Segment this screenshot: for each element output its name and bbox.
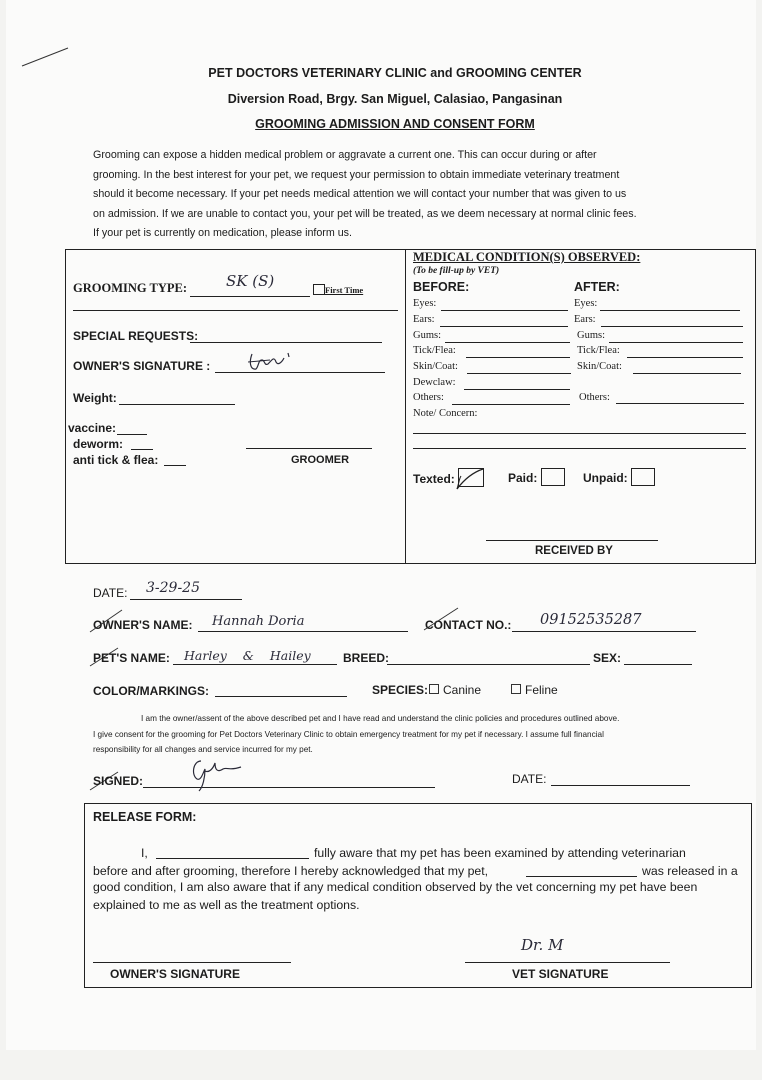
- release-i: I,: [141, 846, 148, 860]
- release-title: RELEASE FORM:: [93, 810, 197, 824]
- owner-name-value[interactable]: Hannah Doria: [212, 614, 305, 629]
- consent-date-line: [551, 785, 690, 786]
- after-tickflea-label: Tick/Flea:: [577, 345, 620, 356]
- grooming-type-extra-line: [73, 310, 398, 311]
- release-owner-signature-label: OWNER'S SIGNATURE: [110, 967, 240, 981]
- pet-name-value[interactable]: Harley & Hailey: [184, 648, 311, 663]
- after-label: AFTER:: [574, 280, 620, 294]
- owner-name-line: [198, 631, 408, 632]
- before-skincoat-label: Skin/Coat:: [413, 361, 458, 372]
- breed-label: BREED:: [343, 651, 390, 665]
- consent-line-3: responsibility for all changes and service incurred for my pet.: [93, 745, 313, 754]
- deworm-line: [131, 449, 153, 450]
- vet-signature-value: Dr. M: [521, 936, 564, 954]
- vaccine-line: [117, 434, 147, 435]
- breed-line: [387, 664, 590, 665]
- vaccine-label: vaccine:: [68, 421, 117, 435]
- owner-signature-release-line: [93, 962, 291, 963]
- signed-label: SIGNED:: [93, 774, 144, 788]
- intro-line-3: should it become necessary. If your pet needs medical attention we will contact your number that was given to us: [93, 188, 627, 200]
- paid-label: Paid:: [508, 471, 538, 485]
- before-others-label: Others:: [413, 392, 444, 403]
- before-dewclaw-label: Dewclaw:: [413, 377, 456, 388]
- feline-checkbox[interactable]: [511, 684, 521, 694]
- before-ears-line: [440, 326, 568, 327]
- sex-line: [624, 664, 692, 665]
- owner-signature-label: OWNER'S SIGNATURE :: [73, 359, 211, 373]
- before-ears-label: Ears:: [413, 314, 435, 325]
- note-concern-label: Note/ Concern:: [413, 408, 478, 419]
- deworm-label: deworm:: [73, 437, 124, 451]
- received-by-line: [486, 540, 658, 541]
- date-line: [130, 599, 242, 600]
- first-time-checkbox[interactable]: [313, 284, 325, 295]
- date-value[interactable]: 3-29-25: [146, 580, 200, 596]
- owner-signature-line: [215, 372, 385, 373]
- first-time-checkbox-group[interactable]: [313, 284, 363, 295]
- before-skincoat-line: [467, 373, 571, 374]
- color-markings-label: COLOR/MARKINGS:: [93, 684, 209, 698]
- release-line4: explained to me as well as the treatment options.: [93, 898, 360, 912]
- after-skincoat-line: [633, 373, 741, 374]
- canine-option[interactable]: [429, 683, 481, 697]
- pet-name-line: [173, 664, 337, 665]
- release-line3: good condition, I am also aware that if any medical condition observed by the vet concerning my pet have been: [93, 880, 698, 894]
- after-gums-label: Gums:: [577, 330, 606, 341]
- contact-label: CONTACT NO.:: [425, 618, 512, 632]
- after-others-line: [616, 403, 744, 404]
- release-line2-a: before and after grooming, therefore I hereby acknowledged that my pet,: [93, 864, 489, 878]
- species-label: SPECIES:: [372, 683, 429, 697]
- release-form-box: [84, 803, 752, 988]
- before-gums-line: [445, 342, 570, 343]
- after-ears-line: [601, 326, 743, 327]
- note-line-2: [413, 448, 746, 449]
- intro-line-4: on admission. If we are unable to contact you, your pet will be treated, as we deem necessary at normal clinic fees.: [93, 207, 637, 220]
- unpaid-checkbox[interactable]: [631, 468, 655, 486]
- special-requests-line: [190, 342, 382, 343]
- contact-line: [512, 631, 696, 632]
- medical-title: MEDICAL CONDITION(S) OBSERVED:: [413, 250, 641, 264]
- release-name-line: [156, 858, 309, 859]
- intro-line-2: grooming. In the best interest for your pet, we request your permission to obtain immediate veterinary treatment: [93, 168, 620, 181]
- owner-signature-scribble: [246, 348, 296, 374]
- vet-signature-label: VET SIGNATURE: [512, 967, 609, 981]
- after-eyes-line: [600, 310, 740, 311]
- weight-line: [119, 404, 235, 405]
- date-label: DATE:: [93, 586, 128, 600]
- after-others-label: Others:: [579, 392, 610, 403]
- consent-date-label: DATE:: [512, 772, 547, 786]
- check-mark-icon: [453, 467, 487, 491]
- grooming-type-label: GROOMING TYPE:: [73, 281, 188, 295]
- before-others-line: [452, 404, 570, 405]
- groomer-label: GROOMER: [291, 454, 350, 466]
- anti-tick-label: anti tick & flea:: [73, 453, 159, 467]
- before-tickflea-label: Tick/Flea:: [413, 345, 456, 356]
- consent-line-1: I am the owner/assent of the above described pet and I have read and understand the clinic policies and procedures outlined above.: [141, 714, 620, 723]
- pet-name-label: PET'S NAME:: [93, 651, 170, 665]
- strike-mark-contact: [422, 604, 462, 632]
- signed-signature-scribble: [183, 755, 247, 795]
- texted-checkbox[interactable]: [458, 468, 484, 487]
- before-tickflea-line: [466, 357, 570, 358]
- canine-checkbox[interactable]: [429, 684, 439, 694]
- weight-label: Weight:: [73, 391, 117, 405]
- intro-line-5: If your pet is currently on medication, please inform us.: [93, 227, 352, 239]
- canine-label: Canine: [443, 683, 482, 697]
- texted-group[interactable]: [413, 468, 484, 487]
- clinic-name: PET DOCTORS VETERINARY CLINIC and GROOMING CENTER: [208, 66, 582, 80]
- form-title: GROOMING ADMISSION AND CONSENT FORM: [255, 117, 535, 131]
- paid-checkbox[interactable]: [541, 468, 565, 486]
- before-gums-label: Gums:: [413, 330, 442, 341]
- after-ears-label: Ears:: [574, 314, 596, 325]
- anti-tick-line: [164, 465, 186, 466]
- special-requests-label: SPECIAL REQUESTS:: [73, 329, 199, 343]
- vet-signature-line: [465, 962, 670, 963]
- first-time-label: First Time: [325, 285, 364, 295]
- grooming-type-value[interactable]: SK (S): [226, 272, 275, 290]
- paid-group[interactable]: [508, 468, 565, 486]
- before-eyes-line: [441, 310, 568, 311]
- grooming-type-line: [190, 296, 310, 297]
- intro-line-1: Grooming can expose a hidden medical problem or aggravate a current one. This can occur during or after: [93, 149, 597, 161]
- feline-label: Feline: [525, 683, 558, 697]
- release-pet-line: [526, 876, 637, 877]
- after-skincoat-label: Skin/Coat:: [577, 361, 622, 372]
- contact-value[interactable]: 09152535287: [540, 612, 642, 628]
- release-line2-b: was released in a: [642, 864, 738, 878]
- color-markings-line: [215, 696, 347, 697]
- feline-option[interactable]: [511, 683, 558, 697]
- after-gums-line: [609, 342, 743, 343]
- grooming-details-box: [65, 249, 756, 564]
- intro-paragraph: [93, 146, 708, 244]
- before-label: BEFORE:: [413, 280, 470, 294]
- before-eyes-label: Eyes:: [413, 298, 437, 309]
- sex-label: SEX:: [593, 651, 622, 665]
- strike-mark-owner: [88, 606, 128, 634]
- note-line-1: [413, 433, 746, 434]
- consent-line-2: I give consent for the grooming for Pet Doctors Veterinary Clinic to obtain emergency treatment for my pet if necessary. I assume full financial: [93, 730, 604, 739]
- clinic-address: Diversion Road, Brgy. San Miguel, Calasiao, Pangasinan: [227, 92, 563, 106]
- unpaid-label: Unpaid:: [583, 471, 628, 485]
- before-dewclaw-line: [464, 389, 570, 390]
- after-tickflea-line: [627, 357, 743, 358]
- received-by-label: RECEIVED BY: [535, 545, 613, 557]
- medical-subtitle: (To be fill-up by VET): [413, 266, 500, 276]
- owner-name-label: OWNER'S NAME:: [93, 618, 193, 632]
- groomer-line: [246, 448, 372, 449]
- texted-label: Texted:: [413, 472, 455, 486]
- unpaid-group[interactable]: [583, 468, 655, 486]
- after-eyes-label: Eyes:: [574, 298, 598, 309]
- release-line1: fully aware that my pet has been examined by attending veterinarian: [314, 846, 686, 860]
- box-divider: [405, 249, 406, 563]
